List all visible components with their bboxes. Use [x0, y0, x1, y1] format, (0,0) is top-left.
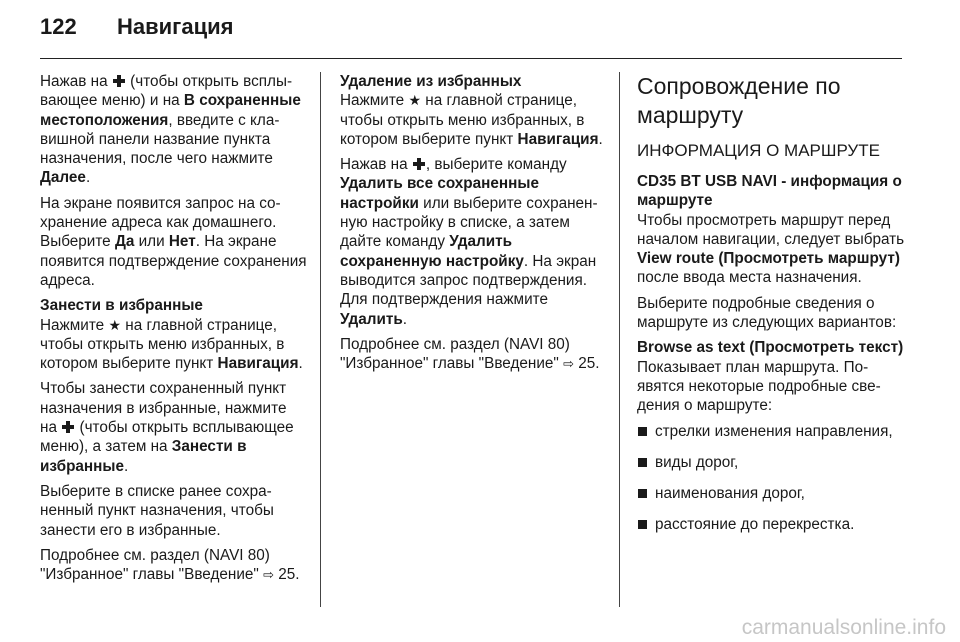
header-rule — [40, 58, 902, 59]
section-heading: Занести в избранные — [40, 297, 203, 315]
paragraph: Нажмите ★ на главной странице, чтобы открыть меню избранных, в котором выберите пункт Навигация. — [40, 316, 303, 373]
column-divider — [619, 72, 620, 607]
paragraph: Подробнее см. раздел (NAVI 80) "Избранное" главы "Введение" ⇨ 25. — [40, 546, 300, 584]
section-heading: Browse as text (Просмотреть текст) — [637, 339, 904, 357]
page-number: 122 — [40, 14, 77, 39]
column-3 — [637, 72, 905, 547]
arrow-icon: ⇨ — [263, 567, 274, 583]
list-item: расстояние до перекрестка. — [637, 515, 905, 534]
paragraph: Нажмите ★ на главной странице, чтобы открыть меню избранных, в котором выберите пункт Навигация. — [340, 92, 603, 148]
column-divider — [320, 72, 321, 607]
paragraph: Подробнее см. раздел (NAVI 80) "Избранное" главы "Введение" ⇨ 25. — [340, 335, 600, 373]
paragraph: Показывает план маршрута. Появятся некоторые подробные сведения о маршруте: — [637, 358, 881, 415]
section-heading: Удаление из избранных — [340, 73, 522, 90]
paragraph: Нажав на , выберите команду Удалить все сохраненные настройки или выберите сохраненную настройку в списке, а затем дайте команду Удалить сохраненную настройку. На экран выводится запрос подтверждения. Для подтверждения нажмите Удалить. — [340, 156, 598, 328]
star-icon: ★ — [108, 316, 122, 333]
list-item: стрелки изменения направления, — [637, 422, 905, 441]
subsection-title: ИНФОРМАЦИЯ О МАРШРУТЕ — [637, 141, 880, 160]
bullet-list — [637, 422, 905, 535]
paragraph: Выберите подробные сведения о маршруте из следующих вариантов: — [637, 294, 897, 332]
chapter-title: Навигация — [117, 14, 234, 39]
list-item: виды дорог, — [637, 453, 905, 472]
list-item: наименования дорог, — [637, 484, 905, 503]
watermark: carmanualsonline.info — [741, 616, 946, 639]
column-2 — [340, 72, 606, 379]
star-icon: ★ — [408, 92, 422, 109]
arrow-icon: ⇨ — [563, 356, 574, 372]
plus-icon — [413, 158, 425, 170]
section-title: Сопровождение по маршруту — [637, 73, 841, 128]
paragraph: Чтобы занести сохраненный пункт назначения в избранные, нажмите на (чтобы открыть всплывающее меню), а затем на Занести в избранные. — [40, 380, 294, 475]
section-heading: CD35 BT USB NAVI - информация о маршруте — [637, 173, 902, 210]
plus-icon — [113, 75, 125, 87]
paragraph: Выберите в списке ранее сохраненный пункт назначения, чтобы занести его в избранные. — [40, 482, 274, 539]
paragraph: Чтобы просмотреть маршрут перед началом навигации, следует выбрать View route (Просмотреть маршрут) после ввода места назначения. — [637, 211, 905, 287]
paragraph: На экране появится запрос на сохранение адреса как домашнего. Выберите Да или Нет. На экране появится подтверждение сохранения адреса. — [40, 194, 307, 289]
plus-icon — [62, 421, 74, 433]
paragraph: Нажав на (чтобы открыть всплывающее меню) и на В сохраненные местоположения, введите с клавишной панели название пункта назначения, после чего нажмите Далее. — [40, 73, 301, 187]
column-1 — [40, 72, 307, 590]
